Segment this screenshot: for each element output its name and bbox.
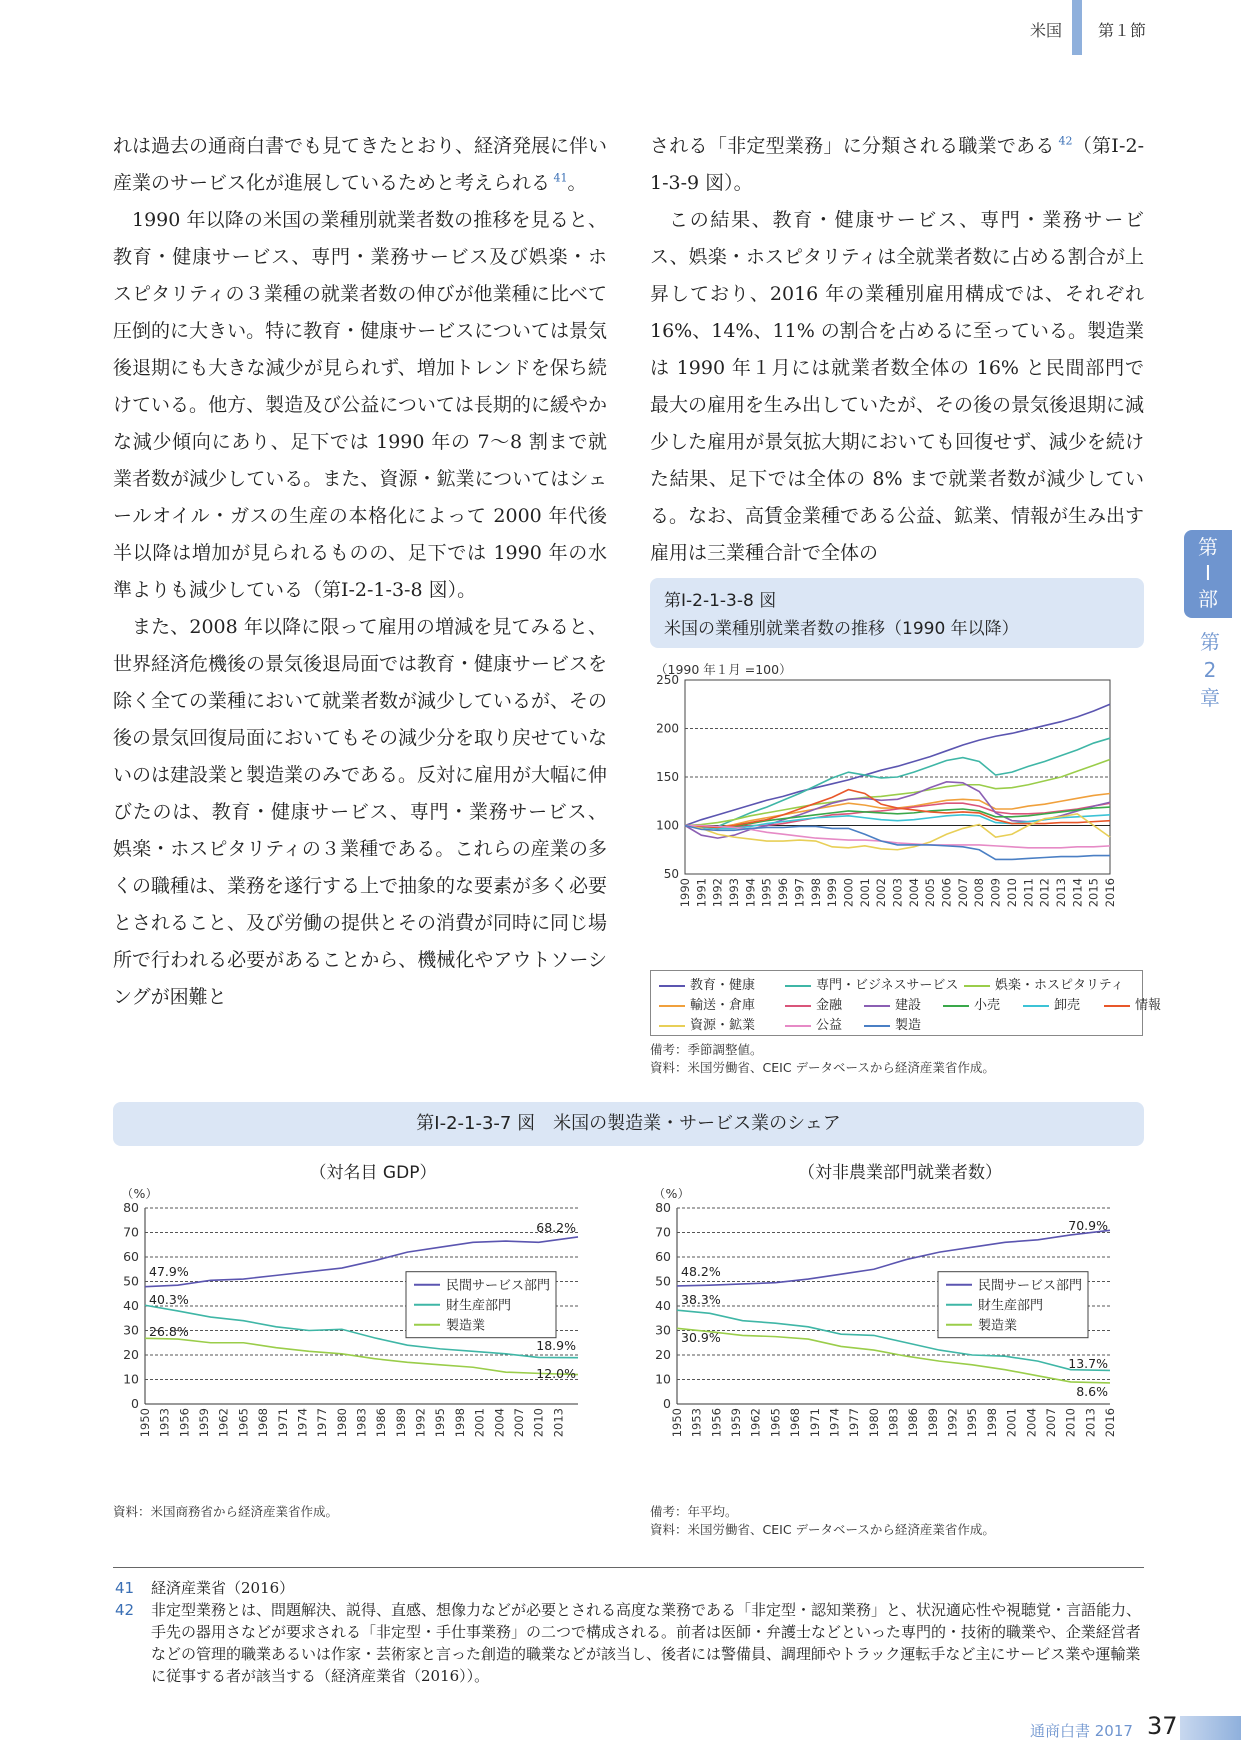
x-tick-label: 1956 <box>177 1408 192 1438</box>
legend-swatch <box>659 1025 685 1027</box>
x-tick-label: 1989 <box>393 1408 408 1438</box>
data-label: 47.9% <box>149 1264 189 1279</box>
data-label: 48.2% <box>681 1264 721 1279</box>
x-tick-label: 1986 <box>374 1408 389 1438</box>
legend-item <box>785 994 842 1013</box>
x-tick-label: 2014 <box>1070 878 1085 908</box>
x-tick-label: 1986 <box>906 1408 921 1438</box>
left_column-paragraph <box>113 128 607 202</box>
page-number: 37 <box>1147 1712 1178 1740</box>
x-tick-label: 2011 <box>1021 878 1036 908</box>
header-country: 米国 <box>1030 21 1063 40</box>
y-tick-label: 60 <box>655 1249 671 1264</box>
y-tick-label: 50 <box>663 867 679 881</box>
y-tick-label: 0 <box>131 1396 139 1411</box>
paragraph-text: 1990 年以降の米国の業種別就業者数の推移を見ると、教育・健康サービス、専門・業務サービス及び娯楽・ホスピタリティの３業種の就業者数の伸びが他業種に比べて圧倒的に大きい。特に教育・健康サービスについては景気後退期にも大きな減少が見られず、増加トレンドを保ち続けている。他方、製造及び公益については長期的に緩やかな減少傾向にあり、足下では 1990 年の 7～8 割まで就業者数が減少している。また、資源・鉱業についてはシェールオイル・ガスの生産の本格化によって 2000 年代後半以降は増加が見られるものの、足下では 1990 年の水準よりも減少している（第Ⅰ-2-1-3-8 図）。 <box>113 209 607 601</box>
data-label: 70.9% <box>1068 1218 1108 1233</box>
legend-label: 製造 <box>895 1018 922 1033</box>
footnote-text: 経済産業省（2016） <box>151 1579 295 1597</box>
fig8-note: 備考：季節調整値。 <box>650 1042 763 1057</box>
legend-item <box>1023 994 1080 1013</box>
x-tick-label: 1998 <box>984 1408 999 1438</box>
x-tick-label: 2008 <box>972 878 987 908</box>
x-tick-label: 2004 <box>906 878 921 908</box>
data-label: 8.6% <box>1076 1384 1108 1399</box>
x-tick-label: 2004 <box>1024 1408 1039 1438</box>
x-tick-label: 1971 <box>807 1408 822 1438</box>
x-tick-label: 1991 <box>694 878 709 908</box>
x-tick-label: 2004 <box>492 1408 507 1438</box>
right_column-paragraph <box>650 202 1144 572</box>
legend-swatch <box>785 1005 811 1007</box>
x-tick-label: 1983 <box>886 1408 901 1438</box>
legend-label: 娯楽・ホスピタリティ <box>995 978 1124 993</box>
left_column-paragraph <box>113 609 607 1016</box>
footnote-rule <box>113 1567 1144 1568</box>
legend-item <box>1104 994 1161 1013</box>
x-tick-label: 2016 <box>1103 878 1117 908</box>
data-label: 30.9% <box>681 1330 721 1345</box>
y-tick-label: 70 <box>655 1224 671 1240</box>
x-tick-label: 1959 <box>197 1408 212 1438</box>
paragraph-text: される「非定型業務」に分類される職業である <box>650 135 1055 157</box>
x-tick-label: 1971 <box>275 1408 290 1438</box>
legend-label: 資源・鉱業 <box>690 1018 756 1033</box>
fig8-title-box <box>650 578 1144 648</box>
x-tick-label: 1965 <box>236 1408 251 1438</box>
legend-swatch <box>785 985 811 987</box>
y-tick-label: 70 <box>123 1224 139 1240</box>
x-tick-label: 2006 <box>939 878 954 908</box>
x-tick-label: 2001 <box>1004 1408 1019 1438</box>
x-tick-label: 2000 <box>841 878 856 908</box>
fig8-title: 米国の業種別就業者数の推移（1990 年以降） <box>664 619 1019 639</box>
x-tick-label: 1974 <box>827 1408 842 1438</box>
x-tick-label: 1977 <box>315 1408 330 1438</box>
x-tick-label: 2015 <box>1086 878 1101 908</box>
data-label: 38.3% <box>681 1292 721 1307</box>
paragraph-text: また、2008 年以降に限って雇用の増減を見てみると、世界経済危機後の景気後退局面では教育・健康サービスを除く全ての業種において就業者数が減少しているが、その後の景気回復局面においてもその減少分を取り戻せていないのは建設業と製造業のみである。反対に雇用が大幅に伸びたのは、教育・健康サービス、専門・業務サービス、娯楽・ホスピタリティの３業種である。これらの産業の多くの職種は、業務を遂行する上で抽象的な要素が多く必要とされること、及び労働の提供とその消費が同時に同じ場所で行われる必要があることから、機械化やアウトソーシングが困難と <box>113 616 608 1008</box>
x-tick-label: 2013 <box>1083 1408 1098 1438</box>
x-tick-label: 2010 <box>1063 1408 1078 1438</box>
chapter-tab-label: 第 2 章 <box>1200 630 1220 710</box>
part-tab-label: 第 I 部 <box>1198 535 1218 611</box>
y-tick-label: 30 <box>655 1322 671 1338</box>
legend-label: 財生産部門 <box>446 1298 512 1314</box>
x-tick-label: 1995 <box>965 1408 980 1438</box>
x-tick-label: 1998 <box>808 878 823 908</box>
x-tick-label: 1959 <box>729 1408 744 1438</box>
fig8-source: 資料：米国労働省、CEIC データベースから経済産業省作成。 <box>650 1060 995 1075</box>
footnote <box>115 1599 1146 1687</box>
legend-item <box>785 1014 842 1033</box>
footnote-number: 42 <box>115 1601 135 1619</box>
right_column-paragraph <box>650 128 1144 202</box>
x-tick-label: 1962 <box>216 1408 231 1438</box>
fig7-right-note: 備考：年平均。 <box>650 1504 738 1519</box>
paragraph-text: この結果、教育・健康サービス、専門・業務サービス、娯楽・ホスピタリティは全就業者数に占める割合が上昇しており、2016 年の業種別雇用構成では、それぞれ 16%、14%、11% の割合を占めるに至っている。製造業は 1990 年１月には就業者数全体の 16% と民間部門で最大の雇用を生み出していたが、その後の景気後退期に減少した雇用が景気拡大期においても回復せず、減少を続けた結果、足下では全体の 8% まで就業者数が減少している。なお、高賃金業種である公益、鉱業、情報が生み出す雇用は三業種合計で全体の <box>650 209 1145 564</box>
x-tick-label: 1992 <box>413 1408 428 1438</box>
fig7-title-box <box>113 1102 1144 1146</box>
x-tick-label: 1983 <box>354 1408 369 1438</box>
x-tick-label: 1997 <box>792 878 807 908</box>
legend-swatch <box>943 1005 969 1007</box>
header-bar <box>1072 0 1082 55</box>
legend-swatch <box>1023 1005 1049 1007</box>
legend-swatch <box>785 1025 811 1027</box>
fig8-legend <box>650 970 1162 1036</box>
legend-swatch <box>1104 1005 1130 1007</box>
legend-label: 製造業 <box>446 1318 486 1334</box>
data-label: 26.8% <box>149 1324 189 1339</box>
fig7-right-subtitle: （対非農業部門就業者数） <box>798 1163 1002 1183</box>
x-tick-label: 1950 <box>670 1408 684 1438</box>
x-tick-label: 2010 <box>531 1408 546 1438</box>
legend-swatch <box>659 985 685 987</box>
x-tick-label: 2010 <box>1004 878 1019 908</box>
x-tick-label: 1950 <box>138 1408 152 1438</box>
legend-label: 卸売 <box>1054 998 1081 1013</box>
left_column-paragraph <box>113 202 607 609</box>
fig8-unit: （1990 年１月 =100） <box>655 662 792 677</box>
fig8-chart <box>645 672 1125 962</box>
footnote <box>115 1577 1146 1599</box>
y-tick-label: 40 <box>123 1298 139 1313</box>
legend-item <box>659 994 755 1013</box>
legend-label: 教育・健康 <box>690 978 756 993</box>
paragraph-text: れは過去の通商白書でも見てきたとおり、経済発展に伴い産業のサービス化が進展しているためと考えられる <box>113 135 608 194</box>
chapter-tab <box>1192 628 1228 712</box>
y-tick-label: 80 <box>655 1200 671 1215</box>
legend-label: 輸送・倉庫 <box>690 998 756 1013</box>
paragraph-tail: 。 <box>567 172 587 194</box>
x-tick-label: 2001 <box>857 878 872 908</box>
x-tick-label: 2007 <box>955 878 970 908</box>
legend-swatch <box>659 1005 685 1007</box>
y-tick-label: 80 <box>123 1200 139 1215</box>
legend-swatch <box>864 1005 890 1007</box>
x-tick-label: 1974 <box>295 1408 310 1438</box>
footer-bar <box>1180 1716 1241 1740</box>
x-tick-label: 1956 <box>709 1408 724 1438</box>
legend-swatch <box>864 1025 890 1027</box>
y-tick-label: 20 <box>123 1347 139 1362</box>
y-tick-label: 60 <box>123 1249 139 1264</box>
x-tick-label: 1977 <box>847 1408 862 1438</box>
legend-label: 小売 <box>974 998 1001 1013</box>
data-label: 18.9% <box>536 1338 576 1353</box>
x-tick-label: 1962 <box>748 1408 763 1438</box>
x-tick-label: 1953 <box>157 1408 172 1438</box>
x-tick-label: 1996 <box>776 878 791 908</box>
y-tick-label: 50 <box>123 1273 139 1289</box>
y-tick-label: 20 <box>655 1347 671 1362</box>
x-tick-label: 2012 <box>1037 878 1052 908</box>
y-unit-label: （%） <box>121 1188 158 1201</box>
y-tick-label: 0 <box>663 1396 671 1411</box>
paragraph-tail: （第Ⅰ-2-1-3-9 図）。 <box>650 135 1144 194</box>
legend-label: 民間サービス部門 <box>978 1278 1083 1294</box>
fig7-title: 第Ⅰ-2-1-3-7 図 米国の製造業・サービス業のシェア <box>416 1113 841 1134</box>
fig7-right-source: 資料：米国労働省、CEIC データベースから経済産業省作成。 <box>650 1522 995 1537</box>
left-column <box>113 128 607 1016</box>
y-tick-label: 10 <box>655 1371 671 1387</box>
x-tick-label: 2003 <box>890 878 905 908</box>
legend-item <box>943 994 1000 1013</box>
legend-swatch <box>964 985 990 987</box>
legend-item <box>864 994 921 1013</box>
data-label: 13.7% <box>1068 1356 1108 1371</box>
footnote-text: 非定型業務とは、問題解決、説得、直感、想像力などが必要とされる高度な業務である「非定型・認知業務」と、状況適応性や視聴覚・言語能力、手先の器用さなどが要求される「非定型・手仕事業務」の二つで構成される。前者は医師・弁護士などといった専門的・技術的職業や、企業経営者などの管理的職業あるいは作家・芸術家と言った創造的職業などが該当し、後者には警備員、調理師やトラック運転手など主にサービス業や運輸業に従事する者が該当する（経済産業省（2016））。 <box>151 1601 1142 1685</box>
legend-item <box>659 974 755 993</box>
legend-item <box>964 974 1124 993</box>
fig7-right-chart <box>645 1188 1125 1498</box>
footnote-number: 41 <box>115 1579 135 1597</box>
x-tick-label: 1965 <box>768 1408 783 1438</box>
legend-label: 財生産部門 <box>978 1298 1044 1314</box>
x-tick-label: 1994 <box>743 878 758 908</box>
x-tick-label: 2002 <box>874 878 889 908</box>
x-tick-label: 1995 <box>433 1408 448 1438</box>
right-column <box>650 128 1144 572</box>
x-tick-label: 2005 <box>923 878 938 908</box>
x-tick-label: 2013 <box>551 1408 566 1438</box>
legend-label: 情報 <box>1135 998 1162 1013</box>
x-tick-label: 2013 <box>1053 878 1068 908</box>
y-tick-label: 30 <box>123 1322 139 1338</box>
data-label: 40.3% <box>149 1292 189 1307</box>
y-tick-label: 200 <box>656 721 679 736</box>
legend-label: 建設 <box>895 998 922 1013</box>
x-tick-label: 1980 <box>334 1408 349 1438</box>
y-unit-label: （%） <box>653 1188 690 1201</box>
part-tab <box>1184 530 1232 618</box>
footnotes <box>115 1577 1146 1687</box>
footnote-ref[interactable]: 41 <box>550 171 568 185</box>
footer-book: 通商白書 2017 <box>1030 1722 1133 1740</box>
x-tick-label: 1992 <box>710 878 725 908</box>
x-tick-label: 1993 <box>727 878 742 908</box>
series-line-娯楽・ホスピタリティ <box>685 760 1110 826</box>
x-tick-label: 2001 <box>472 1408 487 1438</box>
x-tick-label: 1968 <box>788 1408 803 1438</box>
fig7-left-chart <box>113 1188 593 1498</box>
x-tick-label: 1990 <box>678 878 692 908</box>
fig8-number: 第Ⅰ-2-1-3-8 図 <box>664 591 777 611</box>
y-tick-label: 100 <box>656 818 679 833</box>
legend-item <box>659 1014 755 1033</box>
x-tick-label: 1992 <box>945 1408 960 1438</box>
series-line-専門・ビジネスサービス <box>685 738 1110 828</box>
y-tick-label: 50 <box>655 1273 671 1289</box>
fig7-left-subtitle: （対名目 GDP） <box>309 1163 437 1183</box>
legend-item <box>864 1014 921 1033</box>
data-label: 68.2% <box>536 1220 576 1235</box>
x-tick-label: 1998 <box>452 1408 467 1438</box>
legend-label: 民間サービス部門 <box>446 1278 551 1294</box>
y-tick-label: 250 <box>656 673 679 687</box>
series-line-製造業 <box>145 1338 578 1374</box>
x-tick-label: 2007 <box>511 1408 526 1438</box>
x-tick-label: 2007 <box>1043 1408 1058 1438</box>
x-tick-label: 1989 <box>925 1408 940 1438</box>
y-tick-label: 40 <box>655 1298 671 1313</box>
footnote-ref[interactable]: 42 <box>1054 134 1073 148</box>
legend-item <box>785 974 958 993</box>
y-tick-label: 150 <box>656 770 679 784</box>
header-section: 第１節 <box>1098 21 1147 40</box>
legend-label: 金融 <box>816 998 843 1013</box>
x-tick-label: 1999 <box>825 878 840 908</box>
data-label: 12.0% <box>536 1366 576 1381</box>
x-tick-label: 2016 <box>1103 1408 1117 1438</box>
legend-label: 専門・ビジネスサービス <box>816 978 959 993</box>
y-tick-label: 10 <box>123 1371 139 1387</box>
legend-label: 公益 <box>816 1018 843 1033</box>
x-tick-label: 2009 <box>988 878 1003 908</box>
x-tick-label: 1953 <box>689 1408 704 1438</box>
x-tick-label: 1980 <box>866 1408 881 1438</box>
x-tick-label: 1968 <box>256 1408 271 1438</box>
legend-label: 製造業 <box>978 1318 1018 1334</box>
fig7-left-source: 資料：米国商務省から経済産業省作成。 <box>113 1504 339 1519</box>
x-tick-label: 1995 <box>759 878 774 908</box>
